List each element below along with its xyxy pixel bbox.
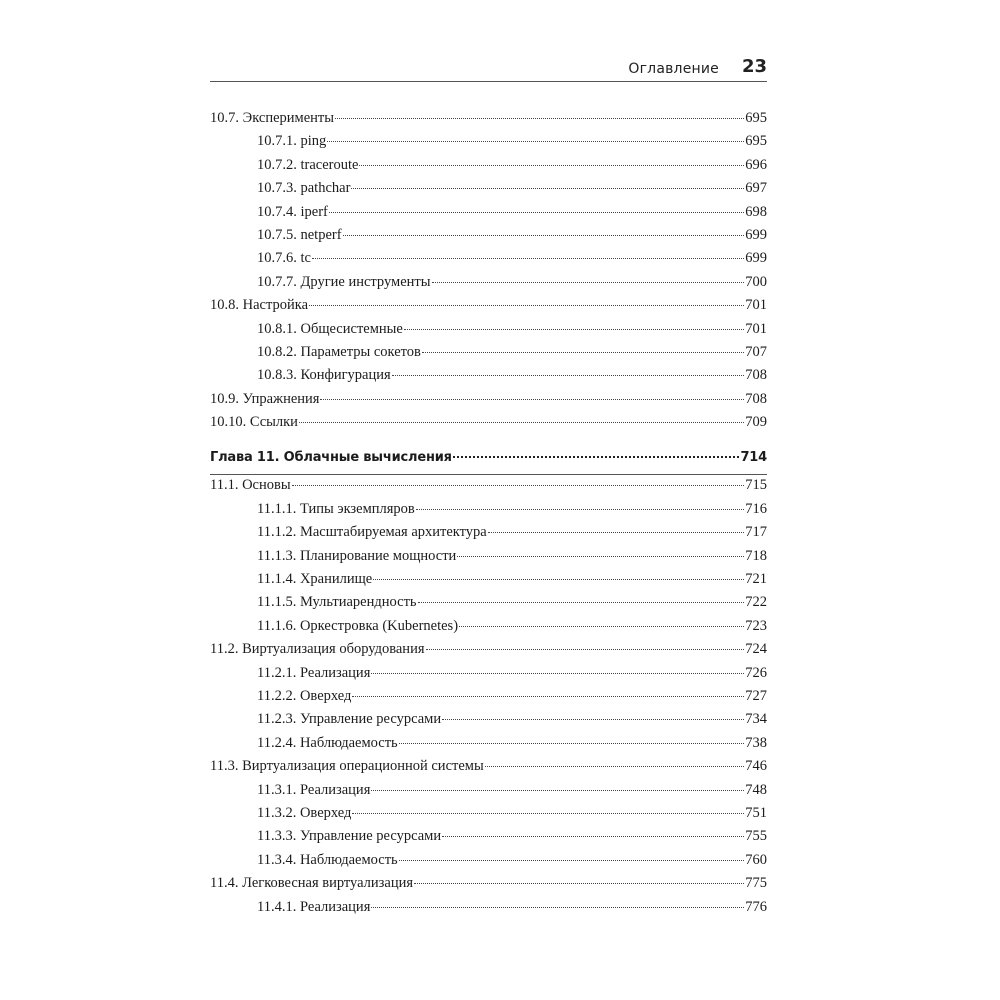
toc-entry-page-number: 709 bbox=[745, 414, 767, 431]
dot-leader bbox=[327, 141, 744, 142]
toc-entry-page-number: 776 bbox=[745, 898, 767, 915]
toc-entry-title: 10.7.4. iperf bbox=[257, 203, 328, 220]
dot-leader bbox=[359, 165, 744, 166]
toc-entry-page-number: 717 bbox=[745, 524, 767, 541]
chapter-rule bbox=[210, 474, 767, 475]
toc-entry-page-number: 701 bbox=[745, 320, 767, 337]
dot-leader bbox=[459, 626, 744, 627]
toc-entry-page-number: 722 bbox=[745, 594, 767, 611]
dot-leader bbox=[373, 579, 744, 580]
toc-entry-title: 11.4.1. Реализация bbox=[257, 898, 371, 915]
dot-leader bbox=[320, 399, 744, 400]
toc-entry-title: 10.7.6. tc bbox=[257, 250, 311, 267]
toc-entry-page-number: 760 bbox=[745, 851, 767, 868]
toc-entry-title: 10.9. Упражнения bbox=[210, 390, 320, 407]
dot-leader bbox=[392, 375, 745, 376]
dot-leader bbox=[309, 305, 744, 306]
toc-entry-page-number: 738 bbox=[745, 734, 767, 751]
toc-entry-page-number: 695 bbox=[745, 133, 767, 150]
toc-entry-title: 11.2.3. Управление ресурсами bbox=[257, 711, 442, 728]
dot-leader bbox=[371, 790, 744, 791]
toc-entry-title: 10.7.5. netperf bbox=[257, 226, 342, 243]
toc-section-entry bbox=[210, 297, 767, 320]
dot-leader bbox=[399, 743, 745, 744]
toc-entry-page-number: 699 bbox=[745, 226, 767, 243]
toc-subsection-entry bbox=[210, 204, 767, 227]
toc-subsection-entry bbox=[210, 524, 767, 547]
toc-subsection-entry bbox=[210, 782, 767, 805]
toc-entry-title: 10.7.2. traceroute bbox=[257, 156, 359, 173]
toc-entry-title: 10.8.1. Общесистемные bbox=[257, 320, 403, 337]
toc-subsection-entry bbox=[210, 321, 767, 344]
dot-leader bbox=[416, 509, 744, 510]
toc-entry-title: 11.1.4. Хранилище bbox=[257, 571, 373, 588]
dot-leader bbox=[329, 212, 744, 213]
toc-entry-title: Глава 11. Облачные вычисления bbox=[210, 450, 452, 466]
dot-leader bbox=[488, 532, 745, 533]
toc-section-entry bbox=[210, 414, 767, 437]
toc-entry-page-number: 697 bbox=[745, 180, 767, 197]
toc-entry-title: 10.8.3. Конфигурация bbox=[257, 367, 391, 384]
dot-leader bbox=[457, 556, 744, 557]
toc-subsection-entry bbox=[210, 133, 767, 156]
dot-leader bbox=[418, 602, 745, 603]
toc-entry-title: 10.7.3. pathchar bbox=[257, 180, 351, 197]
dot-leader bbox=[442, 836, 744, 837]
dot-leader bbox=[292, 485, 745, 486]
toc-section-entry bbox=[210, 391, 767, 414]
toc-subsection-entry bbox=[210, 344, 767, 367]
toc-entry-title: 11.3.3. Управление ресурсами bbox=[257, 828, 442, 845]
toc-subsection-entry bbox=[210, 594, 767, 617]
toc-entry-title: 11.1.2. Масштабируемая архитектура bbox=[257, 524, 487, 541]
toc-subsection-entry bbox=[210, 665, 767, 688]
dot-leader bbox=[352, 696, 744, 697]
toc-entry-page-number: 724 bbox=[745, 641, 767, 658]
toc-subsection-entry bbox=[210, 274, 767, 297]
toc-section-entry bbox=[210, 641, 767, 664]
toc-entry-page-number: 696 bbox=[745, 156, 767, 173]
toc-subsection-entry bbox=[210, 367, 767, 390]
running-header bbox=[210, 56, 767, 82]
toc-entry-title: 11.1.1. Типы экземпляров bbox=[257, 500, 415, 517]
dot-leader bbox=[299, 422, 744, 423]
toc-entry-title: 11.2.1. Реализация bbox=[257, 664, 371, 681]
toc-entry-title: 10.7.1. ping bbox=[257, 133, 327, 150]
toc-subsection-entry bbox=[210, 899, 767, 922]
dot-leader bbox=[343, 235, 745, 236]
dot-leader bbox=[312, 258, 744, 259]
toc-entry-title: 11.3. Виртуализация операционной системы bbox=[210, 758, 484, 775]
toc-entry-title: 11.3.2. Оверхед bbox=[257, 804, 352, 821]
toc-entry-page-number: 700 bbox=[745, 273, 767, 290]
toc-section-entry bbox=[210, 875, 767, 898]
toc-entry-page-number: 751 bbox=[745, 804, 767, 821]
toc-entry-title: 11.1.5. Мультиарендность bbox=[257, 594, 417, 611]
toc-section-entry bbox=[210, 110, 767, 133]
toc-entry-title: 11.1. Основы bbox=[210, 477, 291, 494]
table-of-contents bbox=[210, 110, 767, 922]
toc-entry-page-number: 701 bbox=[745, 297, 767, 314]
toc-subsection-entry bbox=[210, 828, 767, 851]
toc-entry-page-number: 746 bbox=[745, 758, 767, 775]
toc-section-entry bbox=[210, 477, 767, 500]
toc-subsection-entry bbox=[210, 250, 767, 273]
running-header-title: Оглавление bbox=[628, 61, 719, 77]
toc-entry-title: 11.3.1. Реализация bbox=[257, 781, 371, 798]
toc-entry-page-number: 775 bbox=[745, 875, 767, 892]
page-number: 23 bbox=[741, 56, 767, 77]
toc-subsection-entry bbox=[210, 227, 767, 250]
toc-subsection-entry bbox=[210, 852, 767, 875]
toc-entry-title: 10.7. Эксперименты bbox=[210, 110, 334, 126]
toc-entry-page-number: 727 bbox=[745, 687, 767, 704]
toc-subsection-entry bbox=[210, 735, 767, 758]
toc-entry-page-number: 748 bbox=[745, 781, 767, 798]
toc-section-entry bbox=[210, 758, 767, 781]
toc-entry-title: 10.8. Настройка bbox=[210, 297, 309, 314]
dot-leader bbox=[485, 766, 745, 767]
toc-entry-title: 11.2. Виртуализация оборудования bbox=[210, 641, 425, 658]
toc-entry-page-number: 695 bbox=[745, 110, 767, 126]
dot-leader bbox=[453, 456, 740, 458]
toc-chapter-entry bbox=[210, 450, 767, 474]
toc-entry-page-number: 723 bbox=[745, 617, 767, 634]
toc-entry-page-number: 699 bbox=[745, 250, 767, 267]
toc-entry-title: 11.2.4. Наблюдаемость bbox=[257, 734, 398, 751]
toc-subsection-entry bbox=[210, 180, 767, 203]
dot-leader bbox=[426, 649, 745, 650]
toc-subsection-entry bbox=[210, 688, 767, 711]
toc-entry-title: 11.4. Легковесная виртуализация bbox=[210, 875, 414, 892]
dot-leader bbox=[371, 907, 744, 908]
toc-entry-title: 10.10. Ссылки bbox=[210, 414, 298, 431]
toc-entry-page-number: 708 bbox=[745, 367, 767, 384]
toc-entry-title: 11.1.6. Оркестровка (Kubernetes) bbox=[257, 617, 459, 634]
toc-entry-title: 10.7.7. Другие инструменты bbox=[257, 273, 431, 290]
toc-entry-page-number: 715 bbox=[745, 477, 767, 494]
dot-leader bbox=[442, 719, 744, 720]
dot-leader bbox=[422, 352, 744, 353]
dot-leader bbox=[414, 883, 744, 884]
toc-entry-page-number: 755 bbox=[745, 828, 767, 845]
toc-subsection-entry bbox=[210, 618, 767, 641]
dot-leader bbox=[432, 282, 745, 283]
toc-entry-page-number: 721 bbox=[745, 571, 767, 588]
toc-entry-page-number: 718 bbox=[745, 547, 767, 564]
header-rule bbox=[210, 81, 767, 82]
toc-entry-page-number: 714 bbox=[740, 450, 767, 466]
toc-entry-page-number: 698 bbox=[745, 203, 767, 220]
toc-subsection-entry bbox=[210, 157, 767, 180]
toc-entry-page-number: 708 bbox=[745, 390, 767, 407]
toc-subsection-entry bbox=[210, 501, 767, 524]
dot-leader bbox=[371, 673, 744, 674]
toc-subsection-entry bbox=[210, 711, 767, 734]
toc-subsection-entry bbox=[210, 548, 767, 571]
toc-entry-title: 11.3.4. Наблюдаемость bbox=[257, 851, 398, 868]
toc-entry-title: 11.2.2. Оверхед bbox=[257, 687, 352, 704]
toc-entry-page-number: 716 bbox=[745, 500, 767, 517]
toc-entry-page-number: 734 bbox=[745, 711, 767, 728]
toc-subsection-entry bbox=[210, 571, 767, 594]
dot-leader bbox=[351, 188, 744, 189]
dot-leader bbox=[404, 329, 744, 330]
toc-subsection-entry bbox=[210, 805, 767, 828]
toc-entry-page-number: 726 bbox=[745, 664, 767, 681]
toc-entry-title: 10.8.2. Параметры сокетов bbox=[257, 343, 421, 360]
dot-leader bbox=[399, 860, 745, 861]
dot-leader bbox=[352, 813, 744, 814]
dot-leader bbox=[335, 118, 744, 119]
toc-entry-title: 11.1.3. Планирование мощности bbox=[257, 547, 457, 564]
toc-entry-page-number: 707 bbox=[745, 343, 767, 360]
